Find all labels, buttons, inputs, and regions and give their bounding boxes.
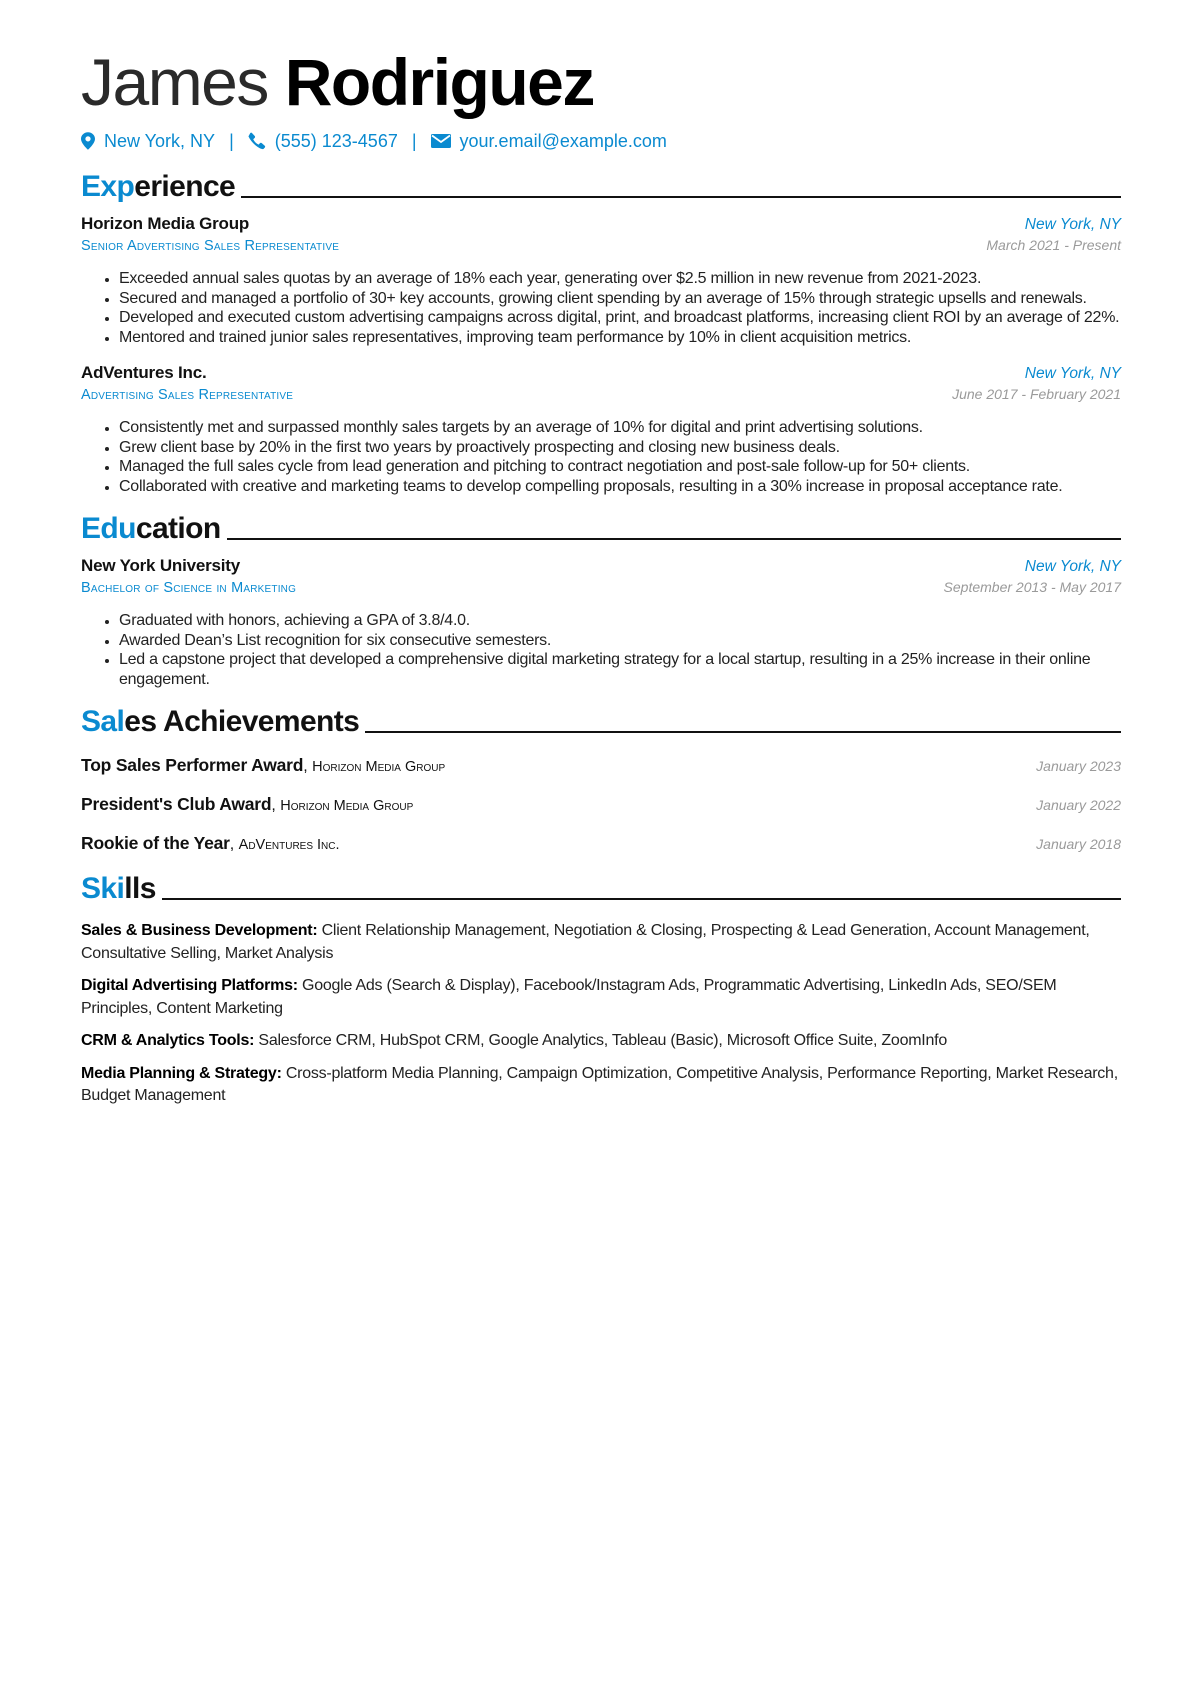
job-entry xyxy=(81,363,1121,496)
map-pin-icon xyxy=(81,132,95,150)
achievement-title: Rookie of the Year xyxy=(81,833,230,853)
achievement-date: January 2018 xyxy=(1036,836,1121,852)
achievement-item: Top Sales Performer Award, Horizon Media Group January 2023 xyxy=(81,755,1121,775)
achievement-item: President's Club Award, Horizon Media Group January 2022 xyxy=(81,794,1121,814)
bullet: • Grew client base by 20% in the first two years by proactively prospecting and closing new business deals. xyxy=(119,438,1121,458)
separator: | xyxy=(411,130,417,151)
school-location: New York, NY xyxy=(1024,558,1121,575)
section-divider xyxy=(162,898,1121,900)
section-divider xyxy=(227,538,1121,540)
bullet: • Exceeded annual sales quotas by an average of 18% each year, generating over $2.5 million in new revenue from 2021-2023. xyxy=(119,269,1121,289)
school-name: New York University xyxy=(81,556,241,575)
company-name: Horizon Media Group xyxy=(81,214,250,233)
achievement-org: Horizon Media Group xyxy=(312,759,446,775)
heading-rest: erience xyxy=(134,170,236,203)
skill-list: Cross-platform Media Planning, Campaign Optimization, Competitive Analysis, Performance Reporting, Market Research, Budget Management xyxy=(81,1064,1118,1104)
skill-group xyxy=(81,1063,1121,1108)
heading-accent: Sal xyxy=(81,705,125,738)
bullet: • Secured and managed a portfolio of 30+ key accounts, growing client spending by an average of 15% through strategic upsells and renewals. xyxy=(119,289,1121,309)
bullet: • Graduated with honors, achieving a GPA of 3.8/4.0. xyxy=(119,611,1121,631)
skill-list: Google Ads (Search & Display), Facebook/Instagram Ads, Programmatic Advertising, LinkedIn Ads, SEO/SEM Principles, Content Marketing xyxy=(81,977,1057,1017)
achievement-title: President's Club Award xyxy=(81,794,272,814)
job-bullets xyxy=(81,418,1121,496)
skill-label: CRM & Analytics Tools: xyxy=(81,1032,255,1049)
heading-rest: lls xyxy=(124,872,156,905)
job-entry xyxy=(81,214,1121,347)
heading-accent: Exp xyxy=(81,170,135,203)
job-location: New York, NY xyxy=(1024,216,1121,233)
skill-label: Sales & Business Development: xyxy=(81,922,318,939)
heading-rest: es Achievements xyxy=(124,705,360,738)
skill-group xyxy=(81,1030,1121,1053)
skill-group xyxy=(81,975,1121,1020)
resume-page xyxy=(81,0,1121,1108)
envelope-icon xyxy=(431,132,451,150)
first-name: James xyxy=(81,45,268,119)
skill-group xyxy=(81,920,1121,965)
bullet: • Collaborated with creative and marketing teams to develop compelling proposals, resulting in a 30% increase in proposal acceptance rate. xyxy=(119,477,1121,497)
bullet: • Developed and executed custom advertising campaigns across digital, print, and broadcast platforms, increasing client ROI by an average of 22%. xyxy=(119,308,1121,328)
job-bullets xyxy=(81,269,1121,347)
job-dates: June 2017 - February 2021 xyxy=(952,386,1121,402)
achievement-title: Top Sales Performer Award xyxy=(81,755,304,775)
heading-accent: Edu xyxy=(81,512,136,545)
job-title: Senior Advertising Sales Representative xyxy=(81,238,340,254)
achievements-heading xyxy=(81,701,1121,739)
candidate-name xyxy=(81,42,1121,122)
education-dates: September 2013 - May 2017 xyxy=(943,579,1121,595)
skill-list: Client Relationship Management, Negotiation & Closing, Prospecting & Lead Generation, Account Management, Consultative Selling, Market Analysis xyxy=(81,922,1090,962)
bullet: • Consistently met and surpassed monthly sales targets by an average of 10% for digital and print advertising solutions. xyxy=(119,418,1121,438)
email-link[interactable]: your.email@example.com xyxy=(459,130,667,151)
contact-line xyxy=(81,128,1121,154)
achievement-org: AdVentures Inc. xyxy=(238,837,340,853)
section-divider xyxy=(241,196,1121,198)
last-name: Rodriguez xyxy=(284,45,594,119)
achievement-date: January 2023 xyxy=(1036,758,1121,774)
achievement-org: Horizon Media Group xyxy=(280,798,414,814)
section-divider xyxy=(365,731,1121,733)
location-text: New York, NY xyxy=(104,130,216,151)
bullet: • Managed the full sales cycle from lead generation and pitching to contract negotiation and post-sale follow-up for 50+ clients. xyxy=(119,457,1121,477)
education-heading xyxy=(81,508,1121,546)
skill-list: Salesforce CRM, HubSpot CRM, Google Analytics, Tableau (Basic), Microsoft Office Suite, ZoomInfo xyxy=(258,1032,947,1049)
company-name: AdVentures Inc. xyxy=(81,363,207,382)
skills-heading xyxy=(81,868,1121,906)
job-title: Advertising Sales Representative xyxy=(81,387,294,403)
bullet: • Mentored and trained junior sales representatives, improving team performance by 10% in client acquisition metrics. xyxy=(119,328,1121,348)
bullet: • Awarded Dean’s List recognition for six consecutive semesters. xyxy=(119,631,1121,651)
achievement-date: January 2022 xyxy=(1036,797,1121,813)
bullet: • Led a capstone project that developed a comprehensive digital marketing strategy for a local startup, resulting in a 25% increase in their online engagement. xyxy=(119,650,1121,689)
phone-text: (555) 123-4567 xyxy=(274,130,398,151)
separator: | xyxy=(229,130,234,151)
achievement-item: Rookie of the Year, AdVentures Inc. January 2018 xyxy=(81,833,1121,853)
degree: Bachelor of Science in Marketing xyxy=(81,580,297,596)
education-bullets xyxy=(81,611,1121,689)
heading-rest: cation xyxy=(135,512,221,545)
job-dates: March 2021 - Present xyxy=(986,237,1121,253)
job-location: New York, NY xyxy=(1024,365,1121,382)
heading-accent: Ski xyxy=(81,872,125,905)
education-entry xyxy=(81,556,1121,689)
skill-label: Digital Advertising Platforms: xyxy=(81,977,298,994)
phone-icon xyxy=(248,132,266,150)
experience-heading xyxy=(81,166,1121,204)
skill-label: Media Planning & Strategy: xyxy=(81,1064,282,1082)
